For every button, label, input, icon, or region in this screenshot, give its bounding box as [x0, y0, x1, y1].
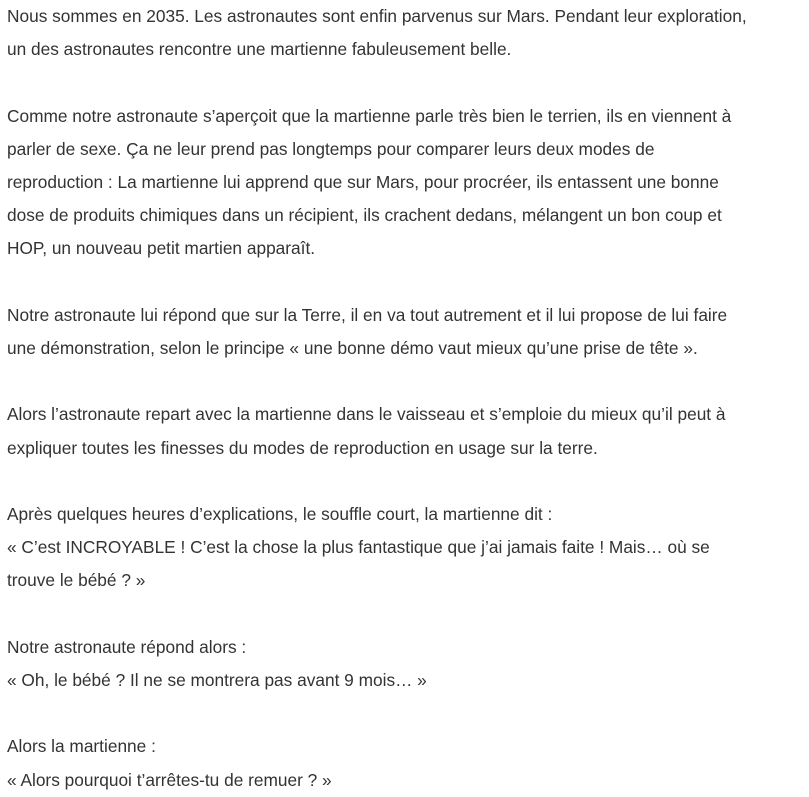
text-line: « Alors pourquoi t’arrêtes-tu de remuer ? » — [7, 769, 332, 790]
paragraph — [7, 398, 809, 464]
paragraph — [7, 631, 809, 697]
text-line: Alors la martienne : — [7, 736, 156, 757]
text-line: un des astronautes rencontre une martienne fabuleusement belle. — [7, 39, 512, 60]
text-line: expliquer toutes les finesses du modes de reproduction en usage sur la terre. — [7, 437, 598, 458]
text-line: Notre astronaute répond alors : — [7, 636, 247, 657]
text-line: Alors l’astronaute repart avec la martienne dans le vaisseau et s’emploie du mieux qu’il peut à — [7, 404, 726, 425]
text-line: reproduction : La martienne lui apprend que sur Mars, pour procréer, ils entassent une bonne — [7, 172, 719, 192]
paragraph — [7, 299, 809, 365]
paragraph — [7, 498, 809, 598]
text-line: « Oh, le bébé ? Il ne se montrera pas avant 9 mois… » — [7, 669, 427, 690]
text-line: parler de sexe. Ça ne leur prend pas longtemps pour comparer leurs deux modes de — [7, 138, 655, 159]
text-line: « C’est INCROYABLE ! C’est la chose la plus fantastique que j’ai jamais faite ! Mais… où se — [7, 537, 710, 558]
text-line: HOP, un nouveau petit martien apparaît. — [7, 238, 316, 259]
text-line: dose de produits chimiques dans un récipient, ils crachent dedans, mélangent un bon coup et — [7, 205, 722, 226]
text-line: trouve le bébé ? » — [7, 570, 146, 591]
text-line: Notre astronaute lui répond que sur la Terre, il en va tout autrement et il lui propose de lui faire — [7, 304, 728, 325]
text-line: Nous sommes en 2035. Les astronautes sont enfin parvenus sur Mars. Pendant leur exploration, — [7, 6, 747, 26]
paragraph — [7, 0, 809, 66]
paragraph — [7, 100, 809, 266]
text-line: une démonstration, selon le principe « une bonne démo vaut mieux qu’une prise de tête ». — [7, 338, 698, 358]
text-line: Après quelques heures d’explications, le souffle court, la martienne dit : — [7, 503, 553, 524]
paragraph — [7, 730, 809, 796]
text-line: Comme notre astronaute s’aperçoit que la martienne parle très bien le terrien, ils en viennent à — [7, 105, 732, 126]
